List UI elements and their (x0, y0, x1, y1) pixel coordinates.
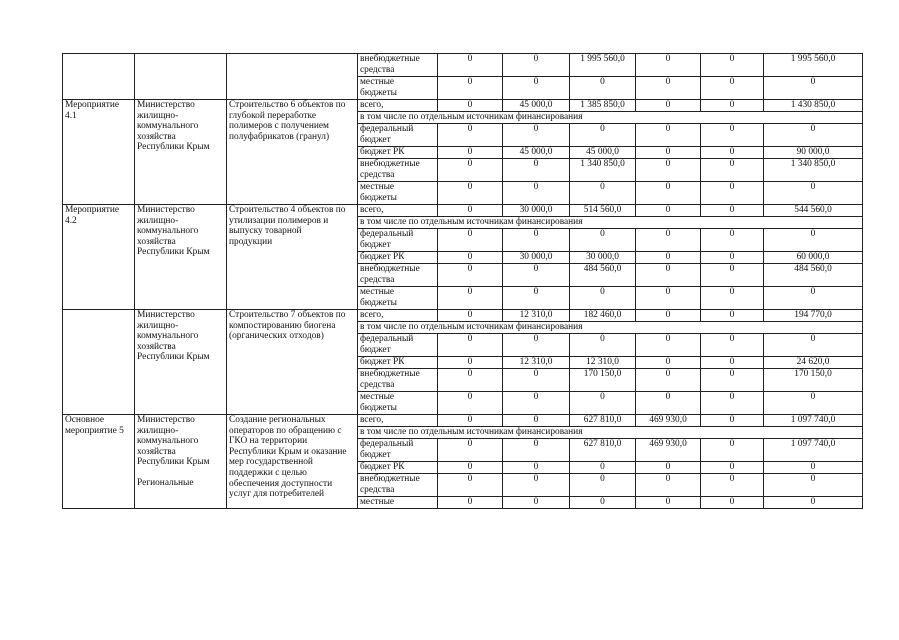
executor-cell (135, 310, 227, 415)
source-text: бюджет (360, 239, 391, 250)
value-cell: 0 (438, 159, 503, 182)
value-cell: 1 995 560,0 (570, 54, 636, 77)
executor-text: Министерство (137, 415, 195, 425)
measure-text: 4.1 (65, 110, 77, 121)
value-cell: 0 (701, 229, 764, 252)
value-cell: 0 (438, 392, 503, 415)
value-cell: 0 (764, 182, 863, 205)
value-cell: 0 (438, 147, 503, 159)
source-text: бюджет РК (360, 357, 405, 367)
value-cell: 0 (438, 252, 503, 264)
source-text: федеральный (360, 124, 414, 134)
measure-text: 4.2 (65, 215, 77, 226)
value-cell: 1 385 850,0 (570, 100, 636, 112)
sources-note-cell: в том числе по отдельным источникам финансирования (358, 112, 863, 124)
description-cell (227, 205, 358, 310)
value-cell: 1 430 850,0 (764, 100, 863, 112)
value-cell: 484 560,0 (570, 264, 636, 287)
value-cell: 0 (503, 229, 570, 252)
value-cell: 0 (701, 124, 764, 147)
executor-text: Республики Крым (137, 247, 210, 258)
value-cell: 0 (503, 77, 570, 100)
value-cell: 627 810,0 (570, 439, 636, 462)
measure-text: Мероприятие (65, 100, 120, 110)
source-text: бюджеты (360, 402, 397, 413)
source-cell (358, 462, 438, 474)
description-text: мер государственной (229, 457, 313, 468)
source-text: бюджет РК (360, 252, 405, 262)
measure-text: Основное (65, 415, 105, 425)
value-cell: 0 (636, 287, 701, 310)
value-cell: 0 (764, 334, 863, 357)
value-cell: 0 (636, 497, 701, 509)
value-cell: 30 000,0 (503, 205, 570, 217)
source-cell (358, 54, 438, 77)
source-text: федеральный (360, 229, 414, 239)
sources-note-cell: в том числе по отдельным источникам финансирования (358, 427, 863, 439)
executor-text: Министерство (137, 100, 195, 110)
value-cell: 0 (701, 287, 764, 310)
source-text: бюджет (360, 449, 391, 460)
value-cell: 0 (764, 229, 863, 252)
value-cell: 0 (636, 474, 701, 497)
source-text: внебюджетные (360, 474, 420, 484)
value-cell: 45 000,0 (503, 100, 570, 112)
total-label-cell: всего, (358, 310, 438, 322)
executor-text: коммунального (137, 436, 199, 447)
source-text: бюджеты (360, 297, 397, 308)
executor-text: Республики Крым (137, 142, 210, 153)
value-cell: 0 (636, 77, 701, 100)
value-cell: 0 (570, 392, 636, 415)
executor-text: Министерство (137, 205, 195, 215)
value-cell: 0 (636, 369, 701, 392)
value-cell: 0 (438, 124, 503, 147)
executor-text: хозяйства (137, 341, 176, 352)
value-cell: 0 (438, 54, 503, 77)
executor-text: Республики Крым (137, 352, 210, 363)
source-cell (358, 474, 438, 497)
value-cell: 0 (764, 392, 863, 415)
executor-text: жилищно- (137, 215, 179, 226)
table-row (63, 205, 863, 217)
source-text: бюджеты (360, 87, 397, 98)
value-cell: 0 (570, 334, 636, 357)
value-cell: 0 (438, 229, 503, 252)
measure-text: Мероприятие (65, 205, 120, 215)
value-cell: 0 (438, 497, 503, 509)
table-row (63, 310, 863, 322)
source-cell (358, 147, 438, 159)
measure-text: мероприятие 5 (65, 425, 124, 436)
value-cell: 0 (438, 369, 503, 392)
description-text: операторов по обращению с (229, 425, 342, 436)
value-cell: 0 (636, 462, 701, 474)
value-cell: 0 (701, 439, 764, 462)
value-cell: 12 310,0 (503, 357, 570, 369)
value-cell: 30 000,0 (503, 252, 570, 264)
value-cell: 0 (503, 54, 570, 77)
value-cell: 1 097 740,0 (764, 415, 863, 427)
description-text: выпуску товарной (229, 226, 302, 237)
value-cell: 0 (701, 369, 764, 392)
value-cell: 0 (570, 124, 636, 147)
value-cell: 0 (701, 357, 764, 369)
value-cell: 45 000,0 (503, 147, 570, 159)
description-cell (227, 415, 358, 509)
executor-extra-text: Региональные (137, 477, 194, 488)
value-cell: 0 (764, 462, 863, 474)
value-cell: 0 (764, 497, 863, 509)
value-cell: 12 310,0 (503, 310, 570, 322)
value-cell: 0 (636, 357, 701, 369)
source-text: внебюджетные (360, 159, 420, 169)
source-cell (358, 252, 438, 264)
value-cell: 1 097 740,0 (764, 439, 863, 462)
source-text: местные (360, 497, 395, 507)
value-cell: 1 995 560,0 (764, 54, 863, 77)
value-cell: 0 (701, 205, 764, 217)
executor-text: коммунального (137, 121, 199, 132)
executor-text: хозяйства (137, 446, 176, 457)
executor-text: жилищно- (137, 425, 179, 436)
executor-text: жилищно- (137, 320, 179, 331)
value-cell: 0 (701, 497, 764, 509)
description-text: ГКО на территории (229, 436, 308, 447)
description-text: глубокой переработке (229, 110, 316, 121)
description-cell (227, 100, 358, 205)
value-cell: 0 (701, 252, 764, 264)
description-cell (227, 310, 358, 415)
description-cell (227, 54, 358, 100)
sources-note-cell: в том числе по отдельным источникам финансирования (358, 322, 863, 334)
measure-cell (63, 100, 135, 205)
value-cell: 0 (636, 310, 701, 322)
value-cell: 60 000,0 (764, 252, 863, 264)
value-cell: 0 (438, 357, 503, 369)
source-text: местные (360, 287, 395, 297)
value-cell: 0 (636, 205, 701, 217)
value-cell: 627 810,0 (570, 415, 636, 427)
source-cell (358, 392, 438, 415)
source-text: средства (360, 64, 395, 75)
value-cell: 0 (438, 100, 503, 112)
value-cell: 0 (701, 474, 764, 497)
value-cell: 0 (503, 369, 570, 392)
value-cell: 0 (701, 392, 764, 415)
value-cell: 0 (701, 415, 764, 427)
source-text: местные (360, 77, 395, 87)
value-cell: 0 (503, 415, 570, 427)
description-text: Строительство 4 объектов по (229, 205, 346, 215)
source-cell (358, 182, 438, 205)
value-cell: 0 (701, 54, 764, 77)
value-cell: 0 (636, 229, 701, 252)
value-cell: 0 (764, 124, 863, 147)
source-cell (358, 497, 438, 509)
value-cell: 469 930,0 (636, 439, 701, 462)
value-cell: 0 (636, 147, 701, 159)
executor-text: жилищно- (137, 110, 179, 121)
value-cell: 0 (764, 287, 863, 310)
source-cell (358, 159, 438, 182)
value-cell: 0 (701, 77, 764, 100)
value-cell: 0 (438, 310, 503, 322)
source-text: средства (360, 169, 395, 180)
value-cell: 0 (503, 287, 570, 310)
value-cell: 0 (636, 264, 701, 287)
value-cell: 0 (701, 462, 764, 474)
source-text: средства (360, 484, 395, 495)
source-text: средства (360, 379, 395, 390)
value-cell: 0 (570, 182, 636, 205)
measure-cell (63, 205, 135, 310)
total-label-cell: всего, (358, 205, 438, 217)
value-cell: 0 (503, 124, 570, 147)
source-cell (358, 287, 438, 310)
executor-cell (135, 54, 227, 100)
value-cell: 0 (701, 310, 764, 322)
description-text: полимеров с получением (229, 121, 329, 132)
value-cell: 0 (438, 205, 503, 217)
value-cell: 0 (701, 182, 764, 205)
source-cell (358, 264, 438, 287)
executor-text: коммунального (137, 226, 199, 237)
value-cell: 0 (503, 392, 570, 415)
description-text: утилизации полимеров и (229, 215, 329, 226)
value-cell: 0 (503, 474, 570, 497)
description-text: Создание региональных (229, 415, 326, 425)
value-cell: 0 (764, 77, 863, 100)
value-cell: 24 620,0 (764, 357, 863, 369)
total-label-cell: всего, (358, 100, 438, 112)
source-cell (358, 77, 438, 100)
source-text: бюджет (360, 344, 391, 355)
value-cell: 0 (570, 77, 636, 100)
value-cell: 0 (438, 462, 503, 474)
value-cell: 0 (503, 334, 570, 357)
source-text: средства (360, 274, 395, 285)
value-cell: 0 (636, 334, 701, 357)
description-text: компостированию биогена (229, 320, 336, 331)
description-text: услуг для потребителей (229, 489, 325, 500)
value-cell: 0 (636, 124, 701, 147)
value-cell: 30 000,0 (570, 252, 636, 264)
value-cell: 0 (438, 77, 503, 100)
source-cell (358, 124, 438, 147)
source-text: бюджет (360, 134, 391, 145)
total-label-cell: всего, (358, 415, 438, 427)
source-text: бюджеты (360, 192, 397, 203)
value-cell: 0 (438, 439, 503, 462)
source-cell (358, 439, 438, 462)
value-cell: 0 (636, 252, 701, 264)
value-cell: 0 (438, 287, 503, 310)
description-text: Республики Крым и оказание (229, 446, 347, 457)
executor-text: Республики Крым (137, 457, 210, 468)
value-cell: 0 (636, 100, 701, 112)
description-text: продукции (229, 236, 273, 247)
description-text: (органических отходов) (229, 331, 324, 342)
value-cell: 0 (636, 392, 701, 415)
measure-cell (63, 310, 135, 415)
value-cell: 0 (570, 462, 636, 474)
description-text: поддержки с целью (229, 467, 307, 478)
value-cell: 0 (636, 182, 701, 205)
value-cell: 182 460,0 (570, 310, 636, 322)
table-row (63, 415, 863, 427)
value-cell: 0 (438, 334, 503, 357)
value-cell: 1 340 850,0 (764, 159, 863, 182)
source-text: бюджет РК (360, 462, 405, 472)
source-cell (358, 334, 438, 357)
sources-note-cell: в том числе по отдельным источникам финансирования (358, 217, 863, 229)
table-row (63, 54, 863, 77)
executor-text: Министерство (137, 310, 195, 320)
value-cell: 469 930,0 (636, 415, 701, 427)
value-cell: 45 000,0 (570, 147, 636, 159)
value-cell: 0 (701, 147, 764, 159)
source-text: внебюджетные (360, 54, 420, 64)
value-cell: 0 (701, 334, 764, 357)
source-text: федеральный (360, 334, 414, 344)
value-cell: 484 560,0 (764, 264, 863, 287)
executor-cell (135, 415, 227, 509)
value-cell: 544 560,0 (764, 205, 863, 217)
value-cell: 90 000,0 (764, 147, 863, 159)
value-cell: 0 (503, 159, 570, 182)
value-cell: 170 150,0 (764, 369, 863, 392)
executor-text: коммунального (137, 331, 199, 342)
value-cell: 194 770,0 (764, 310, 863, 322)
executor-cell (135, 205, 227, 310)
source-text: местные (360, 392, 395, 402)
source-cell (358, 357, 438, 369)
value-cell: 12 310,0 (570, 357, 636, 369)
value-cell: 0 (701, 159, 764, 182)
description-text: обеспечения доступности (229, 478, 333, 489)
value-cell: 0 (701, 264, 764, 287)
value-cell: 0 (438, 182, 503, 205)
value-cell: 0 (570, 229, 636, 252)
value-cell: 170 150,0 (570, 369, 636, 392)
value-cell: 0 (701, 100, 764, 112)
financing-table (62, 53, 863, 509)
executor-text: хозяйства (137, 131, 176, 142)
value-cell: 0 (764, 474, 863, 497)
value-cell: 1 340 850,0 (570, 159, 636, 182)
value-cell: 514 560,0 (570, 205, 636, 217)
value-cell: 0 (503, 264, 570, 287)
source-text: бюджет РК (360, 147, 405, 157)
source-text: федеральный (360, 439, 414, 449)
source-text: внебюджетные (360, 369, 420, 379)
value-cell: 0 (503, 497, 570, 509)
executor-cell (135, 100, 227, 205)
source-cell (358, 369, 438, 392)
executor-text: хозяйства (137, 236, 176, 247)
value-cell: 0 (636, 54, 701, 77)
description-text: Строительство 6 объектов по (229, 100, 346, 110)
value-cell: 0 (570, 287, 636, 310)
value-cell: 0 (570, 474, 636, 497)
measure-cell (63, 54, 135, 100)
value-cell: 0 (570, 497, 636, 509)
measure-cell (63, 415, 135, 509)
value-cell: 0 (503, 439, 570, 462)
value-cell: 0 (503, 462, 570, 474)
document-page (62, 53, 862, 509)
source-cell (358, 229, 438, 252)
value-cell: 0 (438, 474, 503, 497)
description-text: Строительство 7 объектов по (229, 310, 346, 320)
description-text: полуфабрикатов (гранул) (229, 131, 330, 142)
value-cell: 0 (438, 264, 503, 287)
source-text: местные (360, 182, 395, 192)
value-cell: 0 (636, 159, 701, 182)
value-cell: 0 (438, 415, 503, 427)
source-text: внебюджетные (360, 264, 420, 274)
table-row (63, 100, 863, 112)
value-cell: 0 (503, 182, 570, 205)
